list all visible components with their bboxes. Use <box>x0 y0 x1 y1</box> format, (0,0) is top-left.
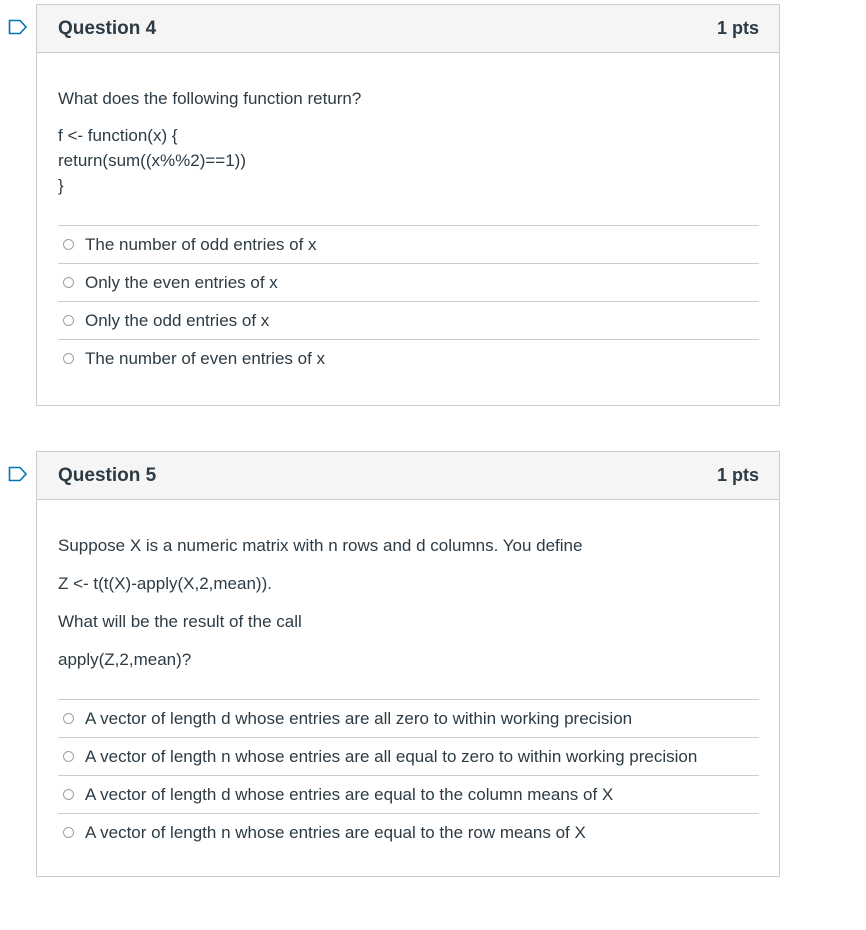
answer-label[interactable]: The number of even entries of x <box>85 348 326 368</box>
question-text: What will be the result of the call <box>58 612 302 631</box>
question-body <box>37 533 779 851</box>
flag-question-icon[interactable] <box>8 19 28 35</box>
answer-list <box>58 225 759 377</box>
answer-label[interactable]: A vector of length n whose entries are all equal to zero to within working precision <box>85 746 698 766</box>
radio-button[interactable] <box>63 713 74 724</box>
code-line: f <- function(x) { <box>58 126 178 145</box>
question-5 <box>36 451 780 877</box>
radio-button[interactable] <box>63 827 74 838</box>
answer-label[interactable]: Only the odd entries of x <box>85 310 270 330</box>
answer-list <box>58 699 759 851</box>
answer-label[interactable]: The number of odd entries of x <box>85 234 317 254</box>
answer-option[interactable] <box>58 225 759 263</box>
answer-label[interactable]: Only the even entries of x <box>85 272 278 292</box>
radio-button[interactable] <box>63 277 74 288</box>
radio-button[interactable] <box>63 353 74 364</box>
question-4 <box>36 4 780 406</box>
radio-button[interactable] <box>63 789 74 800</box>
question-text: What does the following function return? <box>58 89 362 108</box>
answer-option[interactable] <box>58 263 759 301</box>
question-text: Z <- t(t(X)-apply(X,2,mean)). <box>58 574 272 593</box>
question-title: Question 5 <box>58 464 157 486</box>
answer-label[interactable]: A vector of length d whose entries are equal to the column means of X <box>85 784 614 804</box>
question-body <box>37 86 779 377</box>
question-title: Question 4 <box>58 17 157 39</box>
radio-button[interactable] <box>63 239 74 250</box>
answer-option[interactable] <box>58 737 759 775</box>
answer-option[interactable] <box>58 339 759 377</box>
flag-question-icon[interactable] <box>8 466 28 482</box>
question-text: apply(Z,2,mean)? <box>58 650 192 669</box>
answer-option[interactable] <box>58 301 759 339</box>
question-points: 1 pts <box>716 465 759 485</box>
code-line: } <box>58 176 64 195</box>
answer-option[interactable] <box>58 699 759 737</box>
question-header <box>37 5 779 53</box>
code-line: return(sum((x%%2)==1)) <box>58 151 246 170</box>
answer-option[interactable] <box>58 775 759 813</box>
answer-option[interactable] <box>58 813 759 851</box>
radio-button[interactable] <box>63 751 74 762</box>
question-header <box>37 452 779 500</box>
radio-button[interactable] <box>63 315 74 326</box>
question-points: 1 pts <box>716 18 759 38</box>
answer-label[interactable]: A vector of length n whose entries are equal to the row means of X <box>85 822 586 842</box>
question-text: Suppose X is a numeric matrix with n rows and d columns. You define <box>58 536 583 555</box>
answer-label[interactable]: A vector of length d whose entries are all zero to within working precision <box>85 708 633 728</box>
